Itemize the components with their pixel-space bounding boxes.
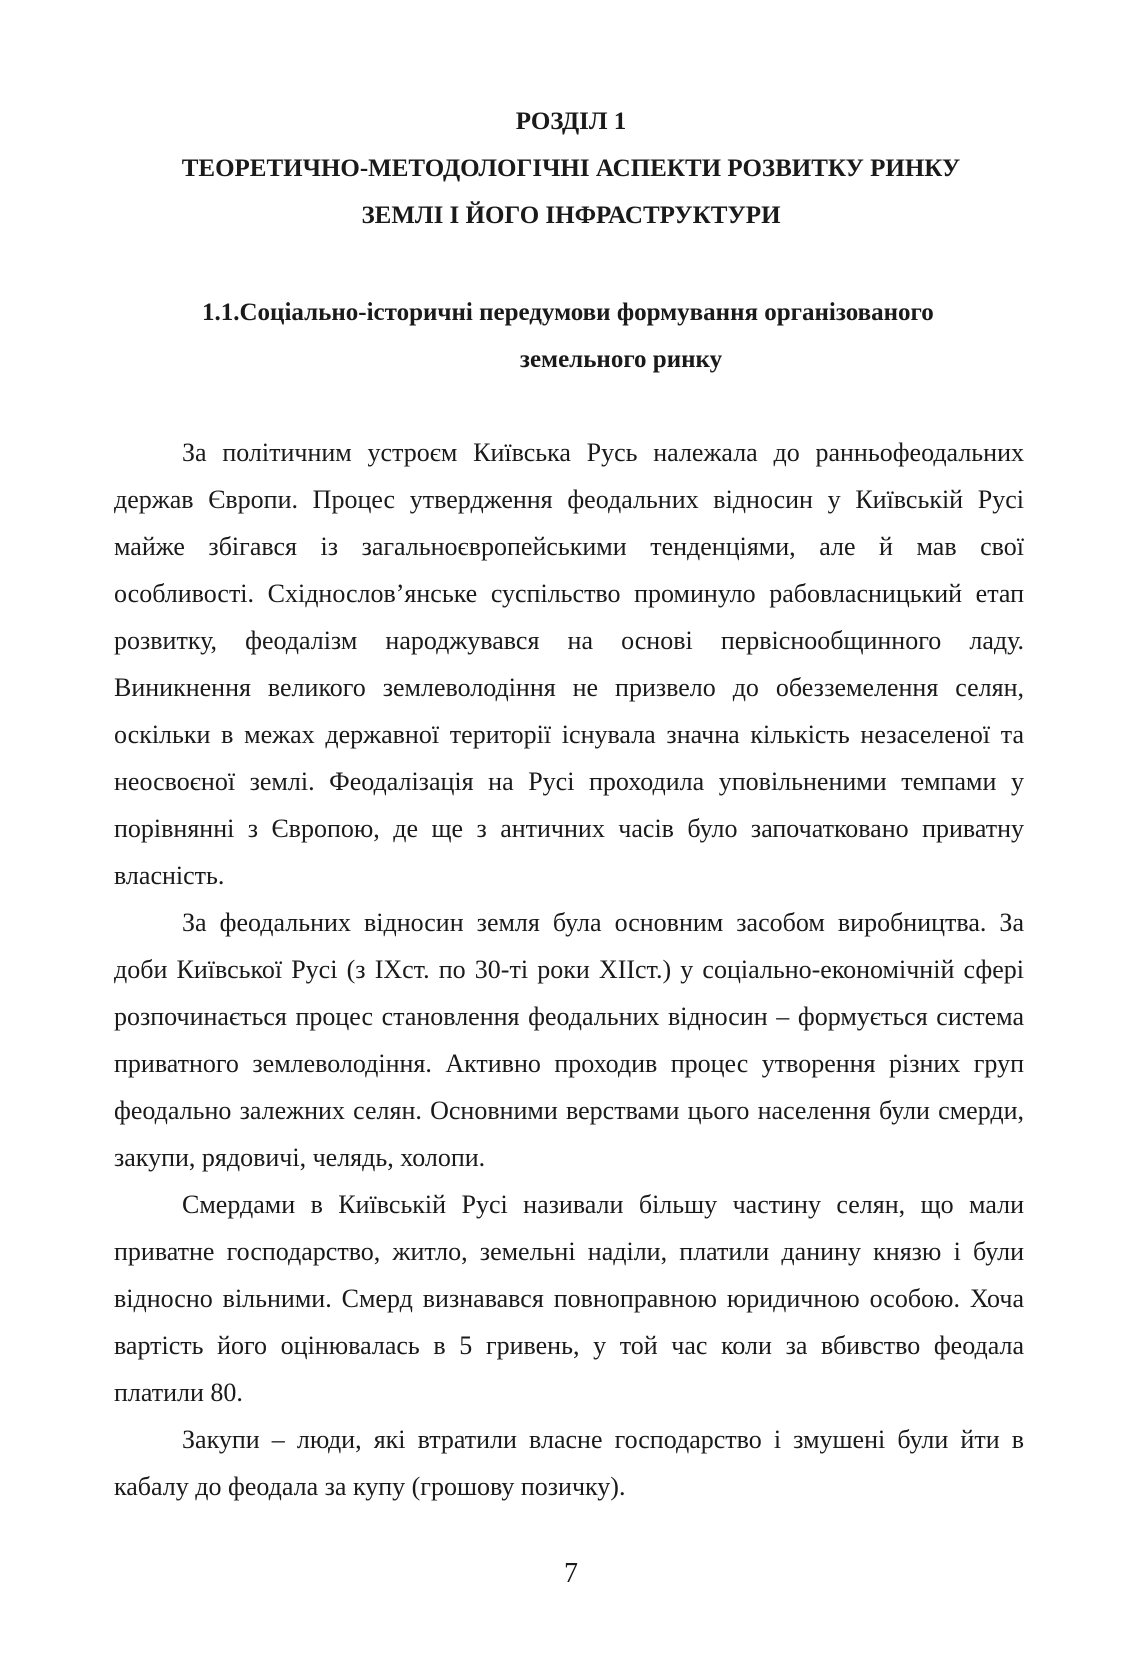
body-text bbox=[114, 429, 1024, 1510]
section-title-line-2: земельного ринку bbox=[519, 346, 723, 373]
paragraph: Закупи – люди, які втратили власне господарство і змушені були йти в кабалу до феодала за купу (грошову позичку). bbox=[114, 1425, 1024, 1501]
section-title-line-1: 1.1.Соціально-історичні передумови формування організованого bbox=[202, 299, 934, 326]
section-heading bbox=[110, 289, 1032, 383]
paragraph: Смердами в Київській Русі називали більшу частину селян, що мали приватне господарство, житло, земельні наділи, платили данину князю і були відносно вільними. Смерд визнавався повноправною юридичною особою. Хоча вартість його оцінювалась в 5 гривень, у той час коли за вбивство феодала платили 80. bbox=[114, 1190, 1024, 1407]
paragraph: За феодальних відносин земля була основним засобом виробництва. За доби Київської Русі (з ІХст. по 30-ті роки ХІІст.) у соціально-економічній сфері розпочинається процес становлення феодальних відносин – формується система приватного землеволодіння. Активно проходив процес утворення різних груп феодально залежних селян. Основними верствами цього населення були смерди, закупи, рядовичі, челядь, холопи. bbox=[114, 908, 1024, 1172]
chapter-title-line-2: ЗЕМЛІ І ЙОГО ІНФРАСТРУКТУРИ bbox=[361, 202, 781, 229]
chapter-heading bbox=[110, 98, 1032, 239]
paragraph: За політичним устроєм Київська Русь належала до ранньофеодальних держав Європи. Процес утвердження феодальних відносин у Київській Русі майже збігався із загальноєвропейськими тенденціями, але й мав свої особливості. Східнослов’янське суспільство проминуло рабовласницький етап розвитку, феодалізм народжувався на основі первіснообщинного ладу. Виникнення великого землеволодіння не призвело до обезземелення селян, оскільки в межах державної території існувала значна кількість незаселеної та неосвоєної землі. Феодалізація на Русі проходила уповільненими темпами у порівнянні з Європою, де ще з античних часів було започатковано приватну власність. bbox=[114, 438, 1024, 890]
chapter-title-line-1: ТЕОРЕТИЧНО-МЕТОДОЛОГІЧНІ АСПЕКТИ РОЗВИТКУ РИНКУ bbox=[181, 155, 961, 182]
page-number: 7 bbox=[564, 1558, 578, 1589]
chapter-label: РОЗДІЛ 1 bbox=[515, 108, 627, 135]
